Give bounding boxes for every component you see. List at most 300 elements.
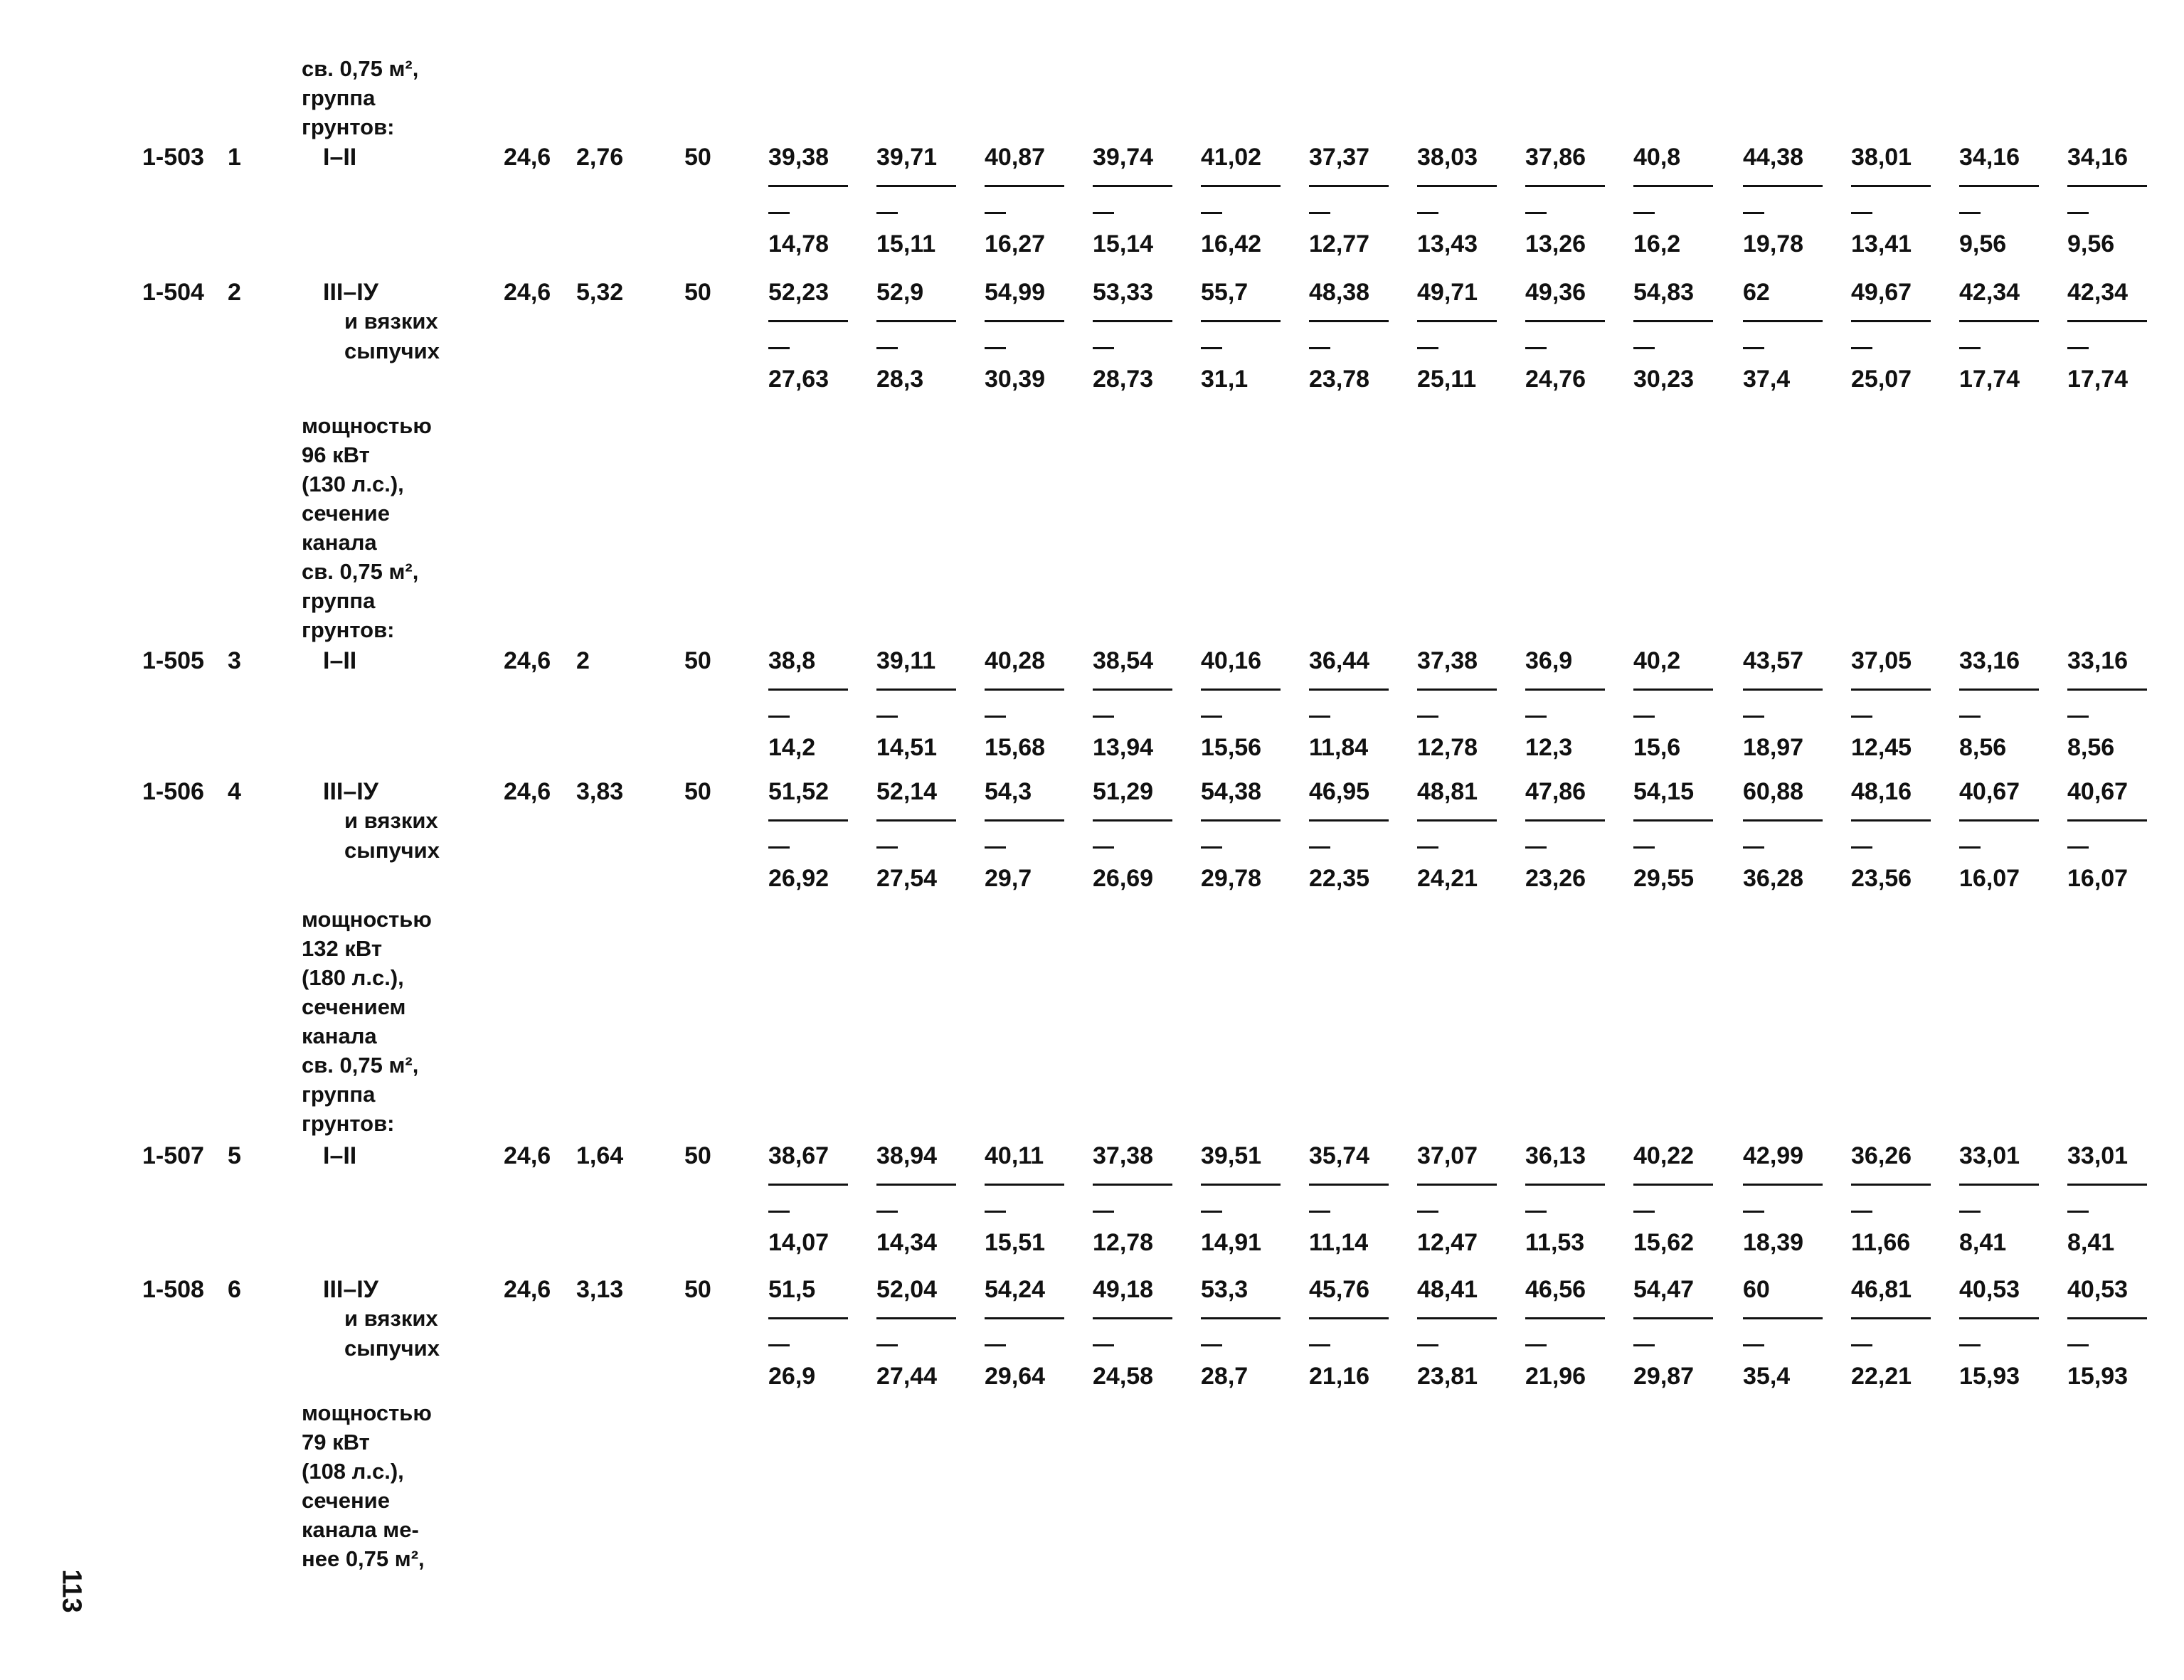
fraction-rule <box>1959 1184 2039 1186</box>
fraction-rule <box>1417 1317 1497 1319</box>
fraction-rule-short <box>1743 1344 1764 1346</box>
fraction-rule-short <box>985 716 1006 718</box>
denominator-value: 16,07 <box>2067 865 2129 892</box>
denominator-value: 37,4 <box>1743 366 1791 393</box>
description-line: канала <box>302 530 377 555</box>
fraction-rule-short <box>1743 212 1764 214</box>
fraction-rule <box>1633 1317 1713 1319</box>
fraction-rule <box>1525 819 1605 822</box>
denominator-value: 36,28 <box>1743 865 1804 892</box>
fraction-rule-short <box>768 1211 790 1213</box>
denominator-value: 14,78 <box>768 230 829 257</box>
value-c: 50 <box>684 778 711 805</box>
denominator-value: 15,56 <box>1201 734 1262 761</box>
fraction-rule <box>1093 689 1172 691</box>
fraction-rule-short <box>1093 1211 1114 1213</box>
fraction-rule <box>2067 819 2147 822</box>
denominator-value: 22,35 <box>1309 865 1370 892</box>
denominator-value: 11,66 <box>1851 1229 1911 1256</box>
numerator-value: 62 <box>1743 279 1770 306</box>
numerator-value: 55,7 <box>1201 279 1249 306</box>
numerator-value: 39,38 <box>768 144 829 171</box>
denominator-value: 15,62 <box>1633 1229 1695 1256</box>
denominator-value: 15,14 <box>1093 230 1154 257</box>
numerator-value: 54,83 <box>1633 279 1695 306</box>
description-line: (180 л.с.), <box>302 965 404 990</box>
fraction-rule <box>1525 1184 1605 1186</box>
value-c: 50 <box>684 1276 711 1303</box>
fraction-rule <box>985 320 1064 322</box>
value-a: 24,6 <box>504 778 551 805</box>
denominator-value: 13,41 <box>1851 230 1912 257</box>
fraction-rule-short <box>1417 212 1438 214</box>
denominator-value: 31,1 <box>1201 366 1249 393</box>
fraction-rule <box>1093 185 1172 187</box>
soil-group: сыпучих <box>344 838 440 863</box>
numerator-value: 42,99 <box>1743 1142 1804 1169</box>
numerator-value: 37,07 <box>1417 1142 1478 1169</box>
denominator-value: 27,63 <box>768 366 829 393</box>
denominator-value: 25,07 <box>1851 366 1912 393</box>
fraction-rule <box>768 1317 848 1319</box>
numerator-value: 46,56 <box>1525 1276 1586 1303</box>
fraction-rule <box>2067 185 2147 187</box>
value-a: 24,6 <box>504 647 551 674</box>
fraction-rule-short <box>1417 716 1438 718</box>
fraction-rule-short <box>1633 716 1655 718</box>
numerator-value: 36,9 <box>1525 647 1573 674</box>
value-b: 1,64 <box>576 1142 624 1169</box>
fraction-rule <box>985 1184 1064 1186</box>
denominator-value: 17,74 <box>2067 366 2129 393</box>
fraction-rule-short <box>1309 716 1330 718</box>
fraction-rule <box>1851 1317 1931 1319</box>
fraction-rule <box>1201 1184 1281 1186</box>
fraction-rule-short <box>2067 212 2089 214</box>
fraction-rule-short <box>1525 846 1547 849</box>
denominator-value: 14,2 <box>768 734 816 761</box>
fraction-rule <box>1743 819 1823 822</box>
denominator-value: 35,4 <box>1743 1363 1791 1390</box>
fraction-rule-short <box>876 212 898 214</box>
denominator-value: 26,9 <box>768 1363 816 1390</box>
denominator-value: 28,3 <box>876 366 924 393</box>
value-a: 24,6 <box>504 279 551 306</box>
denominator-value: 15,68 <box>985 734 1046 761</box>
fraction-rule <box>1201 689 1281 691</box>
numerator-value: 54,47 <box>1633 1276 1695 1303</box>
fraction-rule <box>1309 819 1389 822</box>
fraction-rule-short <box>876 1344 898 1346</box>
description-line: св. 0,75 м², <box>302 1053 419 1078</box>
fraction-rule-short <box>1417 1211 1438 1213</box>
soil-group: сыпучих <box>344 339 440 363</box>
value-b: 2,76 <box>576 144 624 171</box>
numerator-value: 54,15 <box>1633 778 1695 805</box>
fraction-rule-short <box>1525 347 1547 349</box>
fraction-rule-short <box>1743 716 1764 718</box>
fraction-rule <box>1851 689 1931 691</box>
soil-group: III–IУ <box>323 1276 378 1303</box>
numerator-value: 40,2 <box>1633 647 1681 674</box>
fraction-rule <box>985 689 1064 691</box>
fraction-rule <box>876 185 956 187</box>
description-line: (108 л.с.), <box>302 1459 404 1484</box>
description-line: группа <box>302 588 376 613</box>
row-code: 1-507 <box>142 1142 204 1169</box>
denominator-value: 12,78 <box>1093 1229 1154 1256</box>
numerator-value: 54,99 <box>985 279 1046 306</box>
description-line: св. 0,75 м², <box>302 559 419 584</box>
value-c: 50 <box>684 647 711 674</box>
denominator-value: 12,78 <box>1417 734 1478 761</box>
fraction-rule <box>1309 320 1389 322</box>
numerator-value: 38,54 <box>1093 647 1154 674</box>
numerator-value: 34,16 <box>1959 144 2020 171</box>
denominator-value: 16,42 <box>1201 230 1262 257</box>
denominator-value: 21,16 <box>1309 1363 1370 1390</box>
fraction-rule <box>2067 689 2147 691</box>
numerator-value: 38,01 <box>1851 144 1912 171</box>
numerator-value: 38,67 <box>768 1142 829 1169</box>
numerator-value: 40,87 <box>985 144 1046 171</box>
denominator-value: 24,58 <box>1093 1363 1154 1390</box>
soil-group: I–II <box>323 647 357 674</box>
denominator-value: 11,84 <box>1309 734 1369 761</box>
soil-group: I–II <box>323 1142 357 1169</box>
fraction-rule <box>1525 1317 1605 1319</box>
numerator-value: 43,57 <box>1743 647 1804 674</box>
numerator-value: 33,16 <box>1959 647 2020 674</box>
fraction-rule <box>1093 1317 1172 1319</box>
denominator-value: 15,93 <box>2067 1363 2129 1390</box>
fraction-rule <box>985 1317 1064 1319</box>
denominator-value: 14,51 <box>876 734 938 761</box>
numerator-value: 48,38 <box>1309 279 1370 306</box>
fraction-rule-short <box>1201 347 1222 349</box>
fraction-rule <box>1093 819 1172 822</box>
fraction-rule-short <box>1959 1344 1981 1346</box>
fraction-rule-short <box>1093 347 1114 349</box>
description-block-1 <box>302 54 418 142</box>
denominator-value: 16,27 <box>985 230 1046 257</box>
soil-group: сыпучих <box>344 1336 440 1361</box>
soil-group: и вязких <box>344 1306 438 1331</box>
fraction-rule-short <box>768 347 790 349</box>
numerator-value: 52,04 <box>876 1276 938 1303</box>
fraction-rule <box>1851 185 1931 187</box>
fraction-rule-short <box>985 212 1006 214</box>
denominator-value: 12,3 <box>1525 734 1573 761</box>
denominator-value: 29,55 <box>1633 865 1695 892</box>
numerator-value: 48,81 <box>1417 778 1478 805</box>
fraction-rule <box>1633 320 1713 322</box>
soil-group: III–IУ <box>323 778 378 805</box>
fraction-rule <box>876 320 956 322</box>
description-line: мощностью <box>302 413 432 438</box>
numerator-value: 37,38 <box>1093 1142 1154 1169</box>
fraction-rule-short <box>1959 212 1981 214</box>
denominator-value: 15,6 <box>1633 734 1681 761</box>
fraction-rule-short <box>1851 212 1872 214</box>
soil-group: и вязких <box>344 808 438 833</box>
fraction-rule <box>1743 185 1823 187</box>
fraction-rule-short <box>1201 1344 1222 1346</box>
fraction-rule <box>1309 689 1389 691</box>
value-c: 50 <box>684 279 711 306</box>
numerator-value: 39,11 <box>876 647 936 674</box>
description-line: мощностью <box>302 907 432 932</box>
denominator-value: 15,51 <box>985 1229 1046 1256</box>
fraction-rule <box>1201 320 1281 322</box>
fraction-rule <box>768 1184 848 1186</box>
description-line: канала ме- <box>302 1517 419 1542</box>
fraction-rule <box>1743 320 1823 322</box>
numerator-value: 45,76 <box>1309 1276 1370 1303</box>
denominator-value: 15,93 <box>1959 1363 2020 1390</box>
denominator-value: 29,78 <box>1201 865 1262 892</box>
denominator-value: 26,92 <box>768 865 829 892</box>
numerator-value: 34,16 <box>2067 144 2129 171</box>
fraction-rule-short <box>2067 1344 2089 1346</box>
numerator-value: 39,71 <box>876 144 938 171</box>
fraction-rule-short <box>1525 212 1547 214</box>
numerator-value: 40,67 <box>1959 778 2020 805</box>
soil-group: I–II <box>323 144 357 171</box>
fraction-rule <box>1201 819 1281 822</box>
denominator-value: 23,78 <box>1309 366 1370 393</box>
fraction-rule-short <box>1201 716 1222 718</box>
row-code: 1-504 <box>142 279 204 306</box>
numerator-value: 49,18 <box>1093 1276 1154 1303</box>
row-number: 2 <box>228 279 241 306</box>
row-code: 1-505 <box>142 647 204 674</box>
fraction-rule-short <box>1309 212 1330 214</box>
fraction-rule <box>1959 320 2039 322</box>
numerator-value: 52,14 <box>876 778 938 805</box>
denominator-value: 25,11 <box>1417 366 1477 393</box>
fraction-rule-short <box>1525 1211 1547 1213</box>
fraction-rule-short <box>1851 846 1872 849</box>
denominator-value: 8,41 <box>1959 1229 2007 1256</box>
fraction-rule-short <box>1309 347 1330 349</box>
description-line: св. 0,75 м², <box>302 56 419 81</box>
numerator-value: 36,13 <box>1525 1142 1586 1169</box>
fraction-rule-short <box>985 347 1006 349</box>
numerator-value: 37,86 <box>1525 144 1586 171</box>
numerator-value: 35,74 <box>1309 1142 1370 1169</box>
numerator-value: 51,5 <box>768 1276 816 1303</box>
fraction-rule <box>768 320 848 322</box>
soil-group: III–IУ <box>323 279 378 306</box>
fraction-rule-short <box>1525 716 1547 718</box>
fraction-rule <box>1525 320 1605 322</box>
fraction-rule <box>1417 185 1497 187</box>
row-number: 6 <box>228 1276 241 1303</box>
fraction-rule <box>1093 1184 1172 1186</box>
description-line: канала <box>302 1024 377 1048</box>
description-block-2 <box>302 411 432 644</box>
soil-group: и вязких <box>344 309 438 334</box>
denominator-value: 14,91 <box>1201 1229 1262 1256</box>
denominator-value: 17,74 <box>1959 366 2020 393</box>
fraction-rule-short <box>2067 1211 2089 1213</box>
fraction-rule-short <box>1093 212 1114 214</box>
fraction-rule-short <box>768 1344 790 1346</box>
row-number: 4 <box>228 778 241 805</box>
numerator-value: 46,95 <box>1309 778 1370 805</box>
fraction-rule <box>1743 689 1823 691</box>
fraction-rule-short <box>1633 1344 1655 1346</box>
numerator-value: 38,8 <box>768 647 816 674</box>
description-line: грунтов: <box>302 1111 395 1136</box>
numerator-value: 48,16 <box>1851 778 1912 805</box>
fraction-rule-short <box>1525 1344 1547 1346</box>
denominator-value: 8,56 <box>1959 734 2007 761</box>
description-line: группа <box>302 85 376 110</box>
row-number: 1 <box>228 144 241 171</box>
denominator-value: 13,43 <box>1417 230 1478 257</box>
denominator-value: 15,11 <box>876 230 936 257</box>
numerator-value: 40,53 <box>2067 1276 2129 1303</box>
fraction-rule-short <box>768 846 790 849</box>
fraction-rule-short <box>1417 1344 1438 1346</box>
denominator-value: 12,77 <box>1309 230 1370 257</box>
fraction-rule-short <box>1851 1344 1872 1346</box>
fraction-rule <box>1959 1317 2039 1319</box>
fraction-rule <box>1417 320 1497 322</box>
value-a: 24,6 <box>504 144 551 171</box>
fraction-rule-short <box>1093 1344 1114 1346</box>
fraction-rule <box>1417 1184 1497 1186</box>
fraction-rule <box>1417 819 1497 822</box>
value-c: 50 <box>684 144 711 171</box>
fraction-rule <box>1633 185 1713 187</box>
numerator-value: 49,67 <box>1851 279 1912 306</box>
fraction-rule <box>1633 1184 1713 1186</box>
fraction-rule-short <box>1743 846 1764 849</box>
denominator-value: 12,45 <box>1851 734 1912 761</box>
denominator-value: 9,56 <box>1959 230 2007 257</box>
fraction-rule-short <box>1309 1344 1330 1346</box>
value-a: 24,6 <box>504 1142 551 1169</box>
numerator-value: 33,01 <box>2067 1142 2129 1169</box>
fraction-rule-short <box>876 347 898 349</box>
fraction-rule <box>985 819 1064 822</box>
fraction-rule <box>1525 689 1605 691</box>
fraction-rule-short <box>2067 716 2089 718</box>
numerator-value: 40,8 <box>1633 144 1681 171</box>
description-line: 79 кВт <box>302 1430 370 1455</box>
description-block-4 <box>302 1398 432 1573</box>
numerator-value: 46,81 <box>1851 1276 1912 1303</box>
fraction-rule <box>1309 185 1389 187</box>
denominator-value: 27,44 <box>876 1363 938 1390</box>
numerator-value: 40,67 <box>2067 778 2129 805</box>
fraction-rule <box>2067 1317 2147 1319</box>
numerator-value: 53,3 <box>1201 1276 1249 1303</box>
numerator-value: 37,38 <box>1417 647 1478 674</box>
fraction-rule-short <box>1959 846 1981 849</box>
numerator-value: 54,38 <box>1201 778 1262 805</box>
numerator-value: 52,9 <box>876 279 924 306</box>
fraction-rule <box>985 185 1064 187</box>
description-line: сечение <box>302 501 390 526</box>
fraction-rule-short <box>2067 347 2089 349</box>
numerator-value: 36,26 <box>1851 1142 1912 1169</box>
numerator-value: 42,34 <box>2067 279 2129 306</box>
fraction-rule-short <box>768 716 790 718</box>
fraction-rule-short <box>2067 846 2089 849</box>
value-a: 24,6 <box>504 1276 551 1303</box>
numerator-value: 37,37 <box>1309 144 1370 171</box>
fraction-rule-short <box>1851 716 1872 718</box>
row-code: 1-506 <box>142 778 204 805</box>
fraction-rule-short <box>876 846 898 849</box>
description-line: грунтов: <box>302 115 395 139</box>
fraction-rule-short <box>1959 347 1981 349</box>
fraction-rule-short <box>985 1344 1006 1346</box>
description-line: сечением <box>302 994 406 1019</box>
fraction-rule <box>2067 1184 2147 1186</box>
numerator-value: 60 <box>1743 1276 1770 1303</box>
denominator-value: 13,26 <box>1525 230 1586 257</box>
fraction-rule <box>1959 689 2039 691</box>
numerator-value: 52,23 <box>768 279 829 306</box>
value-b: 3,13 <box>576 1276 624 1303</box>
denominator-value: 29,87 <box>1633 1363 1695 1390</box>
numerator-value: 36,44 <box>1309 647 1370 674</box>
denominator-value: 18,97 <box>1743 734 1804 761</box>
numerator-value: 40,28 <box>985 647 1046 674</box>
row-number: 3 <box>228 647 241 674</box>
denominator-value: 26,69 <box>1093 865 1154 892</box>
fraction-rule-short <box>1633 1211 1655 1213</box>
fraction-rule-short <box>985 1211 1006 1213</box>
value-b: 2 <box>576 647 590 674</box>
denominator-value: 8,56 <box>2067 734 2115 761</box>
fraction-rule-short <box>1959 1211 1981 1213</box>
fraction-rule-short <box>1201 212 1222 214</box>
numerator-value: 33,16 <box>2067 647 2129 674</box>
denominator-value: 27,54 <box>876 865 938 892</box>
fraction-rule <box>1201 1317 1281 1319</box>
fraction-rule <box>768 819 848 822</box>
numerator-value: 47,86 <box>1525 778 1586 805</box>
row-code: 1-508 <box>142 1276 204 1303</box>
value-b: 5,32 <box>576 279 624 306</box>
fraction-rule <box>1525 185 1605 187</box>
fraction-rule-short <box>1309 846 1330 849</box>
numerator-value: 60,88 <box>1743 778 1804 805</box>
denominator-value: 30,23 <box>1633 366 1695 393</box>
denominator-value: 11,53 <box>1525 1229 1585 1256</box>
fraction-rule <box>1851 819 1931 822</box>
fraction-rule <box>1309 1184 1389 1186</box>
value-b: 3,83 <box>576 778 624 805</box>
fraction-rule <box>1093 320 1172 322</box>
fraction-rule <box>1633 819 1713 822</box>
denominator-value: 23,56 <box>1851 865 1912 892</box>
fraction-rule-short <box>1743 347 1764 349</box>
denominator-value: 21,96 <box>1525 1363 1586 1390</box>
fraction-rule <box>2067 320 2147 322</box>
denominator-value: 18,39 <box>1743 1229 1804 1256</box>
numerator-value: 39,74 <box>1093 144 1154 171</box>
denominator-value: 8,41 <box>2067 1229 2115 1256</box>
fraction-rule <box>1201 185 1281 187</box>
fraction-rule-short <box>1093 716 1114 718</box>
